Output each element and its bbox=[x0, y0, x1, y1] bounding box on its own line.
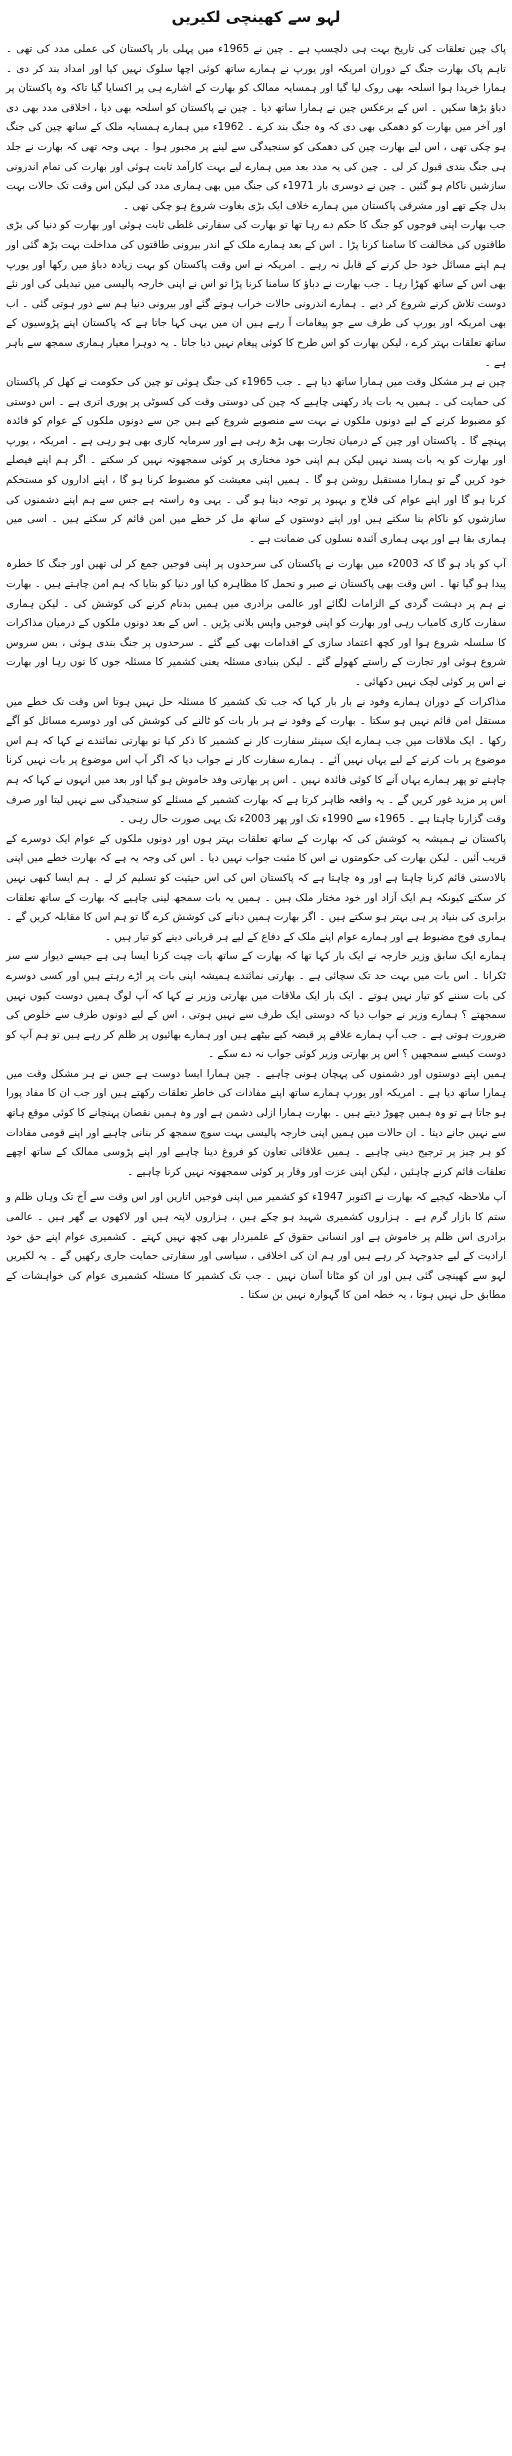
article-paragraph: مذاکرات کے دوران ہمارے وفود نے بار بار کہا کہ جب تک کشمیر کا مسئلہ حل نہیں ہوتا اس وقت تک خطے میں مستقل امن قائم نہیں ہو سکتا ۔ بھارت کے وفود نے ہر بار بات کو ٹالنے کی کوشش کی اور دوسرے مسائل کو آگے رکھا ۔ ایک ملاقات میں جب ہمارے ایک سینئر سفارت کار نے کشمیر کا ذکر کیا تو بھارتی نمائندے نے کہا کہ ہم اس موضوع پر بات کرنے کے لیے یہاں نہیں آئے ۔ ہمارے سفارت کار نے جواب دیا کہ اگر آپ اس موضوع پر بات نہیں کرنا چاہتے تو پھر ہمارے یہاں آنے کا کوئی فائدہ نہیں ۔ اس پر بھارتی وفد خاموش ہو گیا اور بعد میں انہوں نے کہا کہ ہم اس پر مزید غور کریں گے ۔ یہ واقعہ ظاہر کرتا ہے کہ بھارت کشمیر کے مسئلے کو سنجیدگی سے نہیں لیتا اور صرف وقت گزارنا چاہتا ہے ۔ 1965ء سے 1990ء تک اور پھر 2003ء تک یہی صورت حال رہی ۔ bbox=[6, 695, 506, 826]
article-paragraph: پاک چین تعلقات کی تاریخ بہت ہی دلچسپ ہے ۔ چین نے 1965ء میں پہلی بار پاکستان کی عملی مدد کی تھی ۔ تاہم پاک بھارت جنگ کے دوران امریکہ اور یورپ نے ہمارے ساتھ کوئی اچھا سلوک نہیں کیا اور امداد بند کر دی ۔ ہمارا خریدا ہوا اسلحہ بھی روک لیا گیا اور ہمسایہ ممالک کو بھارت کے اشارے ہی پر اکسایا گیا تاکہ وہ پاکستان پر دباؤ بڑھا سکیں ۔ اس کے برعکس چین نے ہمارا ساتھ دیا ۔ چین نے پاکستان کو اسلحہ بھی دیا ، اخلاقی مدد بھی دی اور آخر میں بھارت کو دھمکی بھی دی کہ وہ جنگ بند کرے ۔ 1962ء میں ہمارے ہمسایہ ملک کے ساتھ چین کی جنگ ہو چکی تھی ، اس لیے بھارت چین کی دھمکی کو سنجیدگی سے لینے پر مجبور ہوا ۔ یہی وجہ تھی کہ بھارت نے جلد ہی جنگ بندی قبول کر لی ۔ چین کی یہ مدد بعد میں ہمارے لیے بہت کارآمد ثابت ہوئی اور بھارت کی تمام اندرونی سازشیں ناکام ہو گئیں ۔ چین نے دوسری بار 1971ء کی جنگ میں بھی ہماری مدد کی لیکن اس وقت تک حالات بہت بدل چکے تھے اور مشرقی پاکستان میں ہمارے خلاف ایک بڑی بغاوت شروع ہو چکی تھی ۔ bbox=[6, 43, 507, 212]
article-title: لہو سے کھینچی لکیریں bbox=[171, 8, 341, 26]
article-paragraph: آپ کو یاد ہو گا کہ 2003ء میں بھارت نے پاکستان کی سرحدوں پر اپنی فوجیں جمع کر لی تھیں اور جنگ کا خطرہ پیدا ہو گیا تھا ۔ اس وقت بھی پاکستان نے صبر و تحمل کا مظاہرہ کیا اور دنیا کو بتایا کہ ہم امن چاہتے ہیں ۔ بھارت نے ہم پر دہشت گردی کے الزامات لگائے اور عالمی برادری میں ہمیں بدنام کرنے کی کوشش کی ۔ لیکن ہماری سفارت کاری کامیاب رہی اور بھارت کو اپنی فوجیں واپس بلانی پڑیں ۔ اس کے بعد دونوں ملکوں کے درمیان مذاکرات کا سلسلہ شروع ہوا اور کچھ اعتماد سازی کے اقدامات بھی کیے گئے ۔ سرحدوں پر جنگ بندی ہوئی ، بس سروس شروع ہوئی اور تجارت کے راستے کھولے گئے ۔ لیکن بنیادی مسئلہ یعنی کشمیر کا مسئلہ جوں کا توں رہا اور بھارت نے اس پر کوئی لچک نہیں دکھائی ۔ bbox=[6, 558, 506, 688]
article-paragraph: ہمیں اپنے دوستوں اور دشمنوں کی پہچان ہونی چاہیے ۔ چین ہمارا ایسا دوست ہے جس نے ہر مشکل وقت میں ہمارا ساتھ دیا ہے ۔ امریکہ اور یورپ ہمارے ساتھ اپنے مفادات کی خاطر تعلقات رکھتے ہیں اور جب ان کا مفاد پورا ہو جاتا ہے تو وہ ہمیں چھوڑ دیتے ہیں ۔ بھارت ہمارا ازلی دشمن ہے اور وہ ہمیں نقصان پہنچانے کا کوئی موقع ہاتھ سے نہیں جانے دیتا ۔ ان حالات میں ہمیں اپنی خارجہ پالیسی بہت سوچ سمجھ کر بنانی چاہیے اور اپنے قومی مفادات کو ہر چیز پر ترجیح دینی چاہیے ۔ ہمیں علاقائی تعاون کو فروغ دینا چاہیے اور اپنے پڑوسی ممالک کے ساتھ اچھے تعلقات قائم کرنے چاہئیں ، لیکن اپنی عزت اور وقار پر کوئی سمجھوتہ نہیں کرنا چاہیے ۔ bbox=[6, 1067, 506, 1178]
article-paragraph: جب بھارت اپنی فوجوں کو جنگ کا حکم دے رہا تھا تو بھارت کی سفارتی غلطی ثابت ہوئی اور بھارت کو دنیا کی بڑی طاقتوں کی مخالفت کا سامنا کرنا پڑا ۔ اس کے بعد ہمارے ملک کے اندر بیرونی طاقتوں کی مداخلت بہت بڑھ گئی اور ہم اپنے مسائل خود حل کرنے کے قابل نہ رہے ۔ امریکہ نے اس وقت پاکستان کو بہت زیادہ دباؤ میں رکھا اور یورپ بھی اس کے ساتھ کھڑا رہا ۔ جب بھارت نے دباؤ کا سامنا کرنا پڑا تو اس نے اپنی خارجہ پالیسی میں تبدیلی کی اور نئے دوست تلاش کرنے شروع کر دیے ۔ ہمارے اندرونی حالات خراب ہوتے گئے اور بیرونی دنیا ہم سے دور ہوتی گئی ۔ اب بھی امریکہ اور یورپ کی طرف سے جو پیغامات آ رہے ہیں ان میں یہی کہا جاتا ہے کہ پاکستان اپنے پڑوسیوں کے ساتھ تعلقات بہتر کرے ، لیکن بھارت کو اس طرح کا کوئی پیغام نہیں دیا جاتا ۔ یہ دوہرا معیار ہماری سمجھ سے باہر ہے ۔ bbox=[6, 219, 506, 369]
article-paragraph: چین نے ہر مشکل وقت میں ہمارا ساتھ دیا ہے ۔ جب 1965ء کی جنگ ہوئی تو چین کی حکومت نے کھل کر پاکستان کی حمایت کی ۔ ہمیں یہ بات یاد رکھنی چاہیے کہ چین کی دوستی وقت کی کسوٹی پر پوری اتری ہے ۔ اس دوستی کو مضبوط کرنے کے لیے دونوں ملکوں نے بہت سے منصوبے شروع کیے ہیں جن سے دونوں ملکوں کے عوام کو فائدہ پہنچے گا ۔ پاکستان اور چین کے درمیان تجارت بھی بڑھ رہی ہے اور سرمایہ کاری بھی ہو رہی ہے ۔ امریکہ ، یورپ اور بھارت کو یہ بات پسند نہیں لیکن ہم اپنی خود مختاری پر کوئی سمجھوتہ نہیں کر سکتے ۔ اگر ہم اپنے فیصلے خود کریں گے تو ہمارا مستقبل روشن ہو گا ۔ ہمیں اپنی معیشت کو مضبوط کرنا ہو گا ، اپنے اداروں کو مستحکم کرنا ہو گا اور اپنے عوام کی فلاح و بہبود پر توجہ دینا ہو گی ۔ یہی وہ راستہ ہے جس سے ہم اپنے دشمنوں کی سازشوں کو ناکام بنا سکتے ہیں اور اپنے دوستوں کے ساتھ مل کر خطے میں امن قائم کر سکتے ہیں ۔ اسی میں ہماری بقا ہے اور یہی ہماری آئندہ نسلوں کی ضمانت ہے ۔ bbox=[6, 376, 506, 545]
article-paragraph: پاکستان نے ہمیشہ یہ کوشش کی کہ بھارت کے ساتھ تعلقات بہتر ہوں اور دونوں ملکوں کے عوام ایک دوسرے کے قریب آئیں ۔ لیکن بھارت کی حکومتوں نے اس کا مثبت جواب نہیں دیا ۔ اس کی وجہ یہ ہے کہ بھارت خطے میں اپنی بالادستی قائم کرنا چاہتا ہے اور وہ چاہتا ہے کہ پاکستان اس کی اس حیثیت کو تسلیم کر لے ۔ ہم ایسا کبھی نہیں کر سکتے کیونکہ ہم ایک آزاد اور خود مختار ملک ہیں ۔ ہمیں یہ بات سمجھ لینی چاہیے کہ بھارت کے ساتھ تعلقات برابری کی بنیاد پر ہی بہتر ہو سکتے ہیں ۔ اگر بھارت ہمیں دبانے کی کوشش کرے گا تو ہم اس کا مقابلہ کریں گے ۔ ہماری فوج مضبوط ہے اور ہمارے عوام اپنے ملک کے دفاع کے لیے ہر قربانی دینے کو تیار ہیں ۔ bbox=[6, 832, 506, 943]
article-paragraph: ہمارے ایک سابق وزیر خارجہ نے ایک بار کہا تھا کہ بھارت کے ساتھ بات چیت کرنا ایسا ہی ہے جیسے دیوار سے سر ٹکرانا ۔ اس بات میں بہت حد تک سچائی ہے ۔ بھارتی نمائندے ہمیشہ اپنی بات پر اڑے رہتے ہیں اور کسی دوسرے کی بات سننے کو تیار نہیں ہوتے ۔ ایک بار ایک ملاقات میں بھارتی وزیر نے کہا کہ آپ لوگ ہمیں دوست کیوں نہیں سمجھتے ؟ ہمارے وزیر نے جواب دیا کہ دوستی ایک طرف سے نہیں ہوتی ، اس کے لیے دونوں طرف سے خلوص کی ضرورت ہوتی ہے ۔ جب آپ ہمارے علاقے پر قبضہ کیے بیٹھے ہیں اور ہمارے بھائیوں پر ظلم کر رہے ہیں تو ہم آپ کو دوست کیسے سمجھیں ؟ اس پر بھارتی وزیر کوئی جواب نہ دے سکے ۔ bbox=[6, 950, 506, 1061]
article-paragraph: آپ ملاحظہ کیجیے کہ بھارت نے اکتوبر 1947ء کو کشمیر میں اپنی فوجیں اتاریں اور اس وقت سے آج تک وہاں ظلم و ستم کا بازار گرم ہے ۔ ہزاروں کشمیری شہید ہو چکے ہیں ، ہزاروں لاپتہ ہیں اور لاکھوں بے گھر ہیں ۔ عالمی برادری اس ظلم پر خاموش ہے اور انسانی حقوق کے علمبردار بھی کچھ نہیں کہتے ۔ کشمیری عوام اپنے حق خود ارادیت کے لیے جدوجہد کر رہے ہیں اور ہم ان کی اخلاقی ، سیاسی اور سفارتی حمایت جاری رکھیں گے ۔ یہ لکیریں لہو سے کھینچی گئی ہیں اور ان کو مٹانا آسان نہیں ۔ جب تک کشمیر کا مسئلہ کشمیری عوام کی خواہشات کے مطابق حل نہیں ہوتا ، یہ خطہ امن کا گہوارہ نہیں بن سکتا ۔ bbox=[6, 1191, 506, 1302]
